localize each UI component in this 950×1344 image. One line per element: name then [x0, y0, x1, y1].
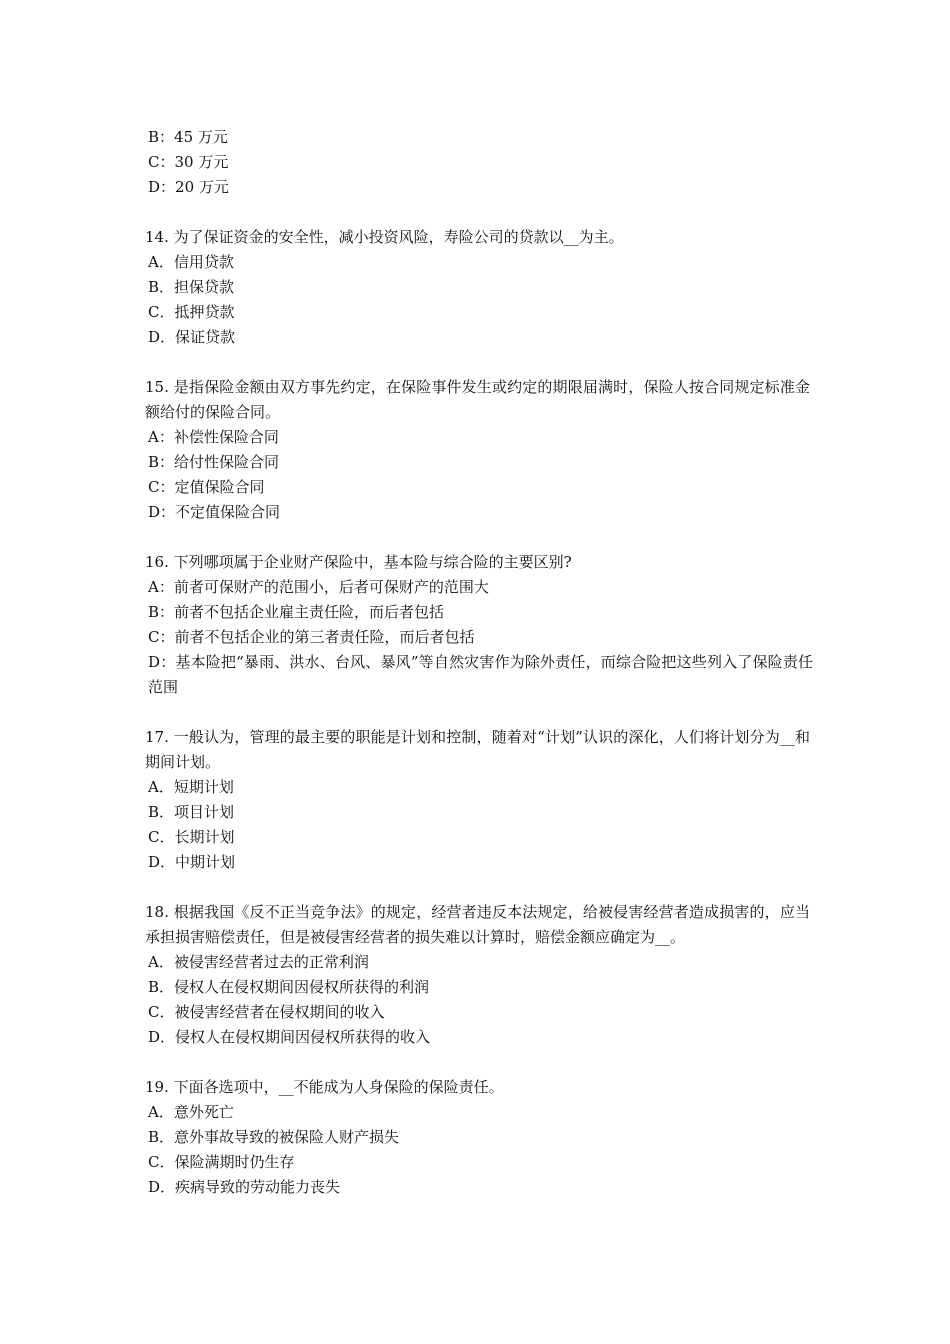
option-d: D：20 万元	[148, 178, 229, 196]
option-d: D．疾病导致的劳动能力丧失	[148, 1178, 341, 1196]
option-c: C．被侵害经营者在侵权期间的收入	[148, 1003, 385, 1021]
option-c: C：30 万元	[148, 153, 229, 171]
question-16	[145, 550, 813, 700]
question-19	[145, 1075, 810, 1200]
prev-question-options	[145, 125, 810, 200]
option-d: D：不定值保险合同	[148, 503, 281, 521]
option-a: A．信用贷款	[148, 253, 234, 271]
option-d: D．侵权人在侵权期间因侵权所获得的收入	[148, 1028, 431, 1046]
option-b: B：45 万元	[148, 128, 228, 146]
question-stem: 18. 根据我国《反不正当竞争法》的规定，经营者违反本法规定，给被侵害经营者造成损害的，应当承担损害赔偿责任，但是被侵害经营者的损失难以计算时，赔偿金额应确定为__。	[145, 903, 810, 946]
option-b: B：给付性保险合同	[148, 453, 280, 471]
question-stem: 17. 一般认为，管理的最主要的职能是计划和控制，随着对“计划”认识的深化，人们将计划分为__和期间计划。	[145, 728, 810, 771]
document-page	[145, 125, 813, 1200]
option-c: C：前者不包括企业的第三者责任险，而后者包括	[148, 628, 475, 646]
option-b: B：前者不包括企业雇主责任险，而后者包括	[148, 603, 445, 621]
option-a: A：补偿性保险合同	[148, 428, 279, 446]
option-d: D．中期计划	[148, 853, 236, 871]
question-stem: 14. 为了保证资金的安全性，减小投资风险，寿险公司的贷款以__为主。	[145, 228, 624, 246]
question-18	[145, 900, 810, 1050]
option-a: A．被侵害经营者过去的正常利润	[148, 953, 369, 971]
option-c: C．长期计划	[148, 828, 235, 846]
option-d: D．保证贷款	[148, 328, 236, 346]
option-b: B．侵权人在侵权期间因侵权所获得的利润	[148, 978, 430, 996]
option-c: C．保险满期时仍生存	[148, 1153, 295, 1171]
option-a: A．短期计划	[148, 778, 234, 796]
option-a: A．意外死亡	[148, 1103, 234, 1121]
question-stem: 19. 下面各选项中，__不能成为人身保险的保险责任。	[145, 1078, 504, 1096]
question-15	[145, 375, 810, 525]
option-b: B．项目计划	[148, 803, 235, 821]
question-17	[145, 725, 810, 875]
option-b: B．意外事故导致的被保险人财产损失	[148, 1128, 400, 1146]
option-a: A：前者可保财产的范围小，后者可保财产的范围大	[148, 578, 489, 596]
question-14	[145, 225, 810, 350]
option-c: C．抵押贷款	[148, 303, 235, 321]
question-stem: 15. 是指保险金额由双方事先约定，在保险事件发生或约定的期限届满时，保险人按合同规定标准金额给付的保险合同。	[145, 378, 810, 421]
question-stem: 16. 下列哪项属于企业财产保险中，基本险与综合险的主要区别?	[145, 553, 572, 571]
option-b: B．担保贷款	[148, 278, 235, 296]
option-c: C：定值保险合同	[148, 478, 265, 496]
option-d: D：基本险把“暴雨、洪水、台风、暴风”等自然灾害作为除外责任，而综合险把这些列入了保险责任范围	[148, 653, 813, 696]
